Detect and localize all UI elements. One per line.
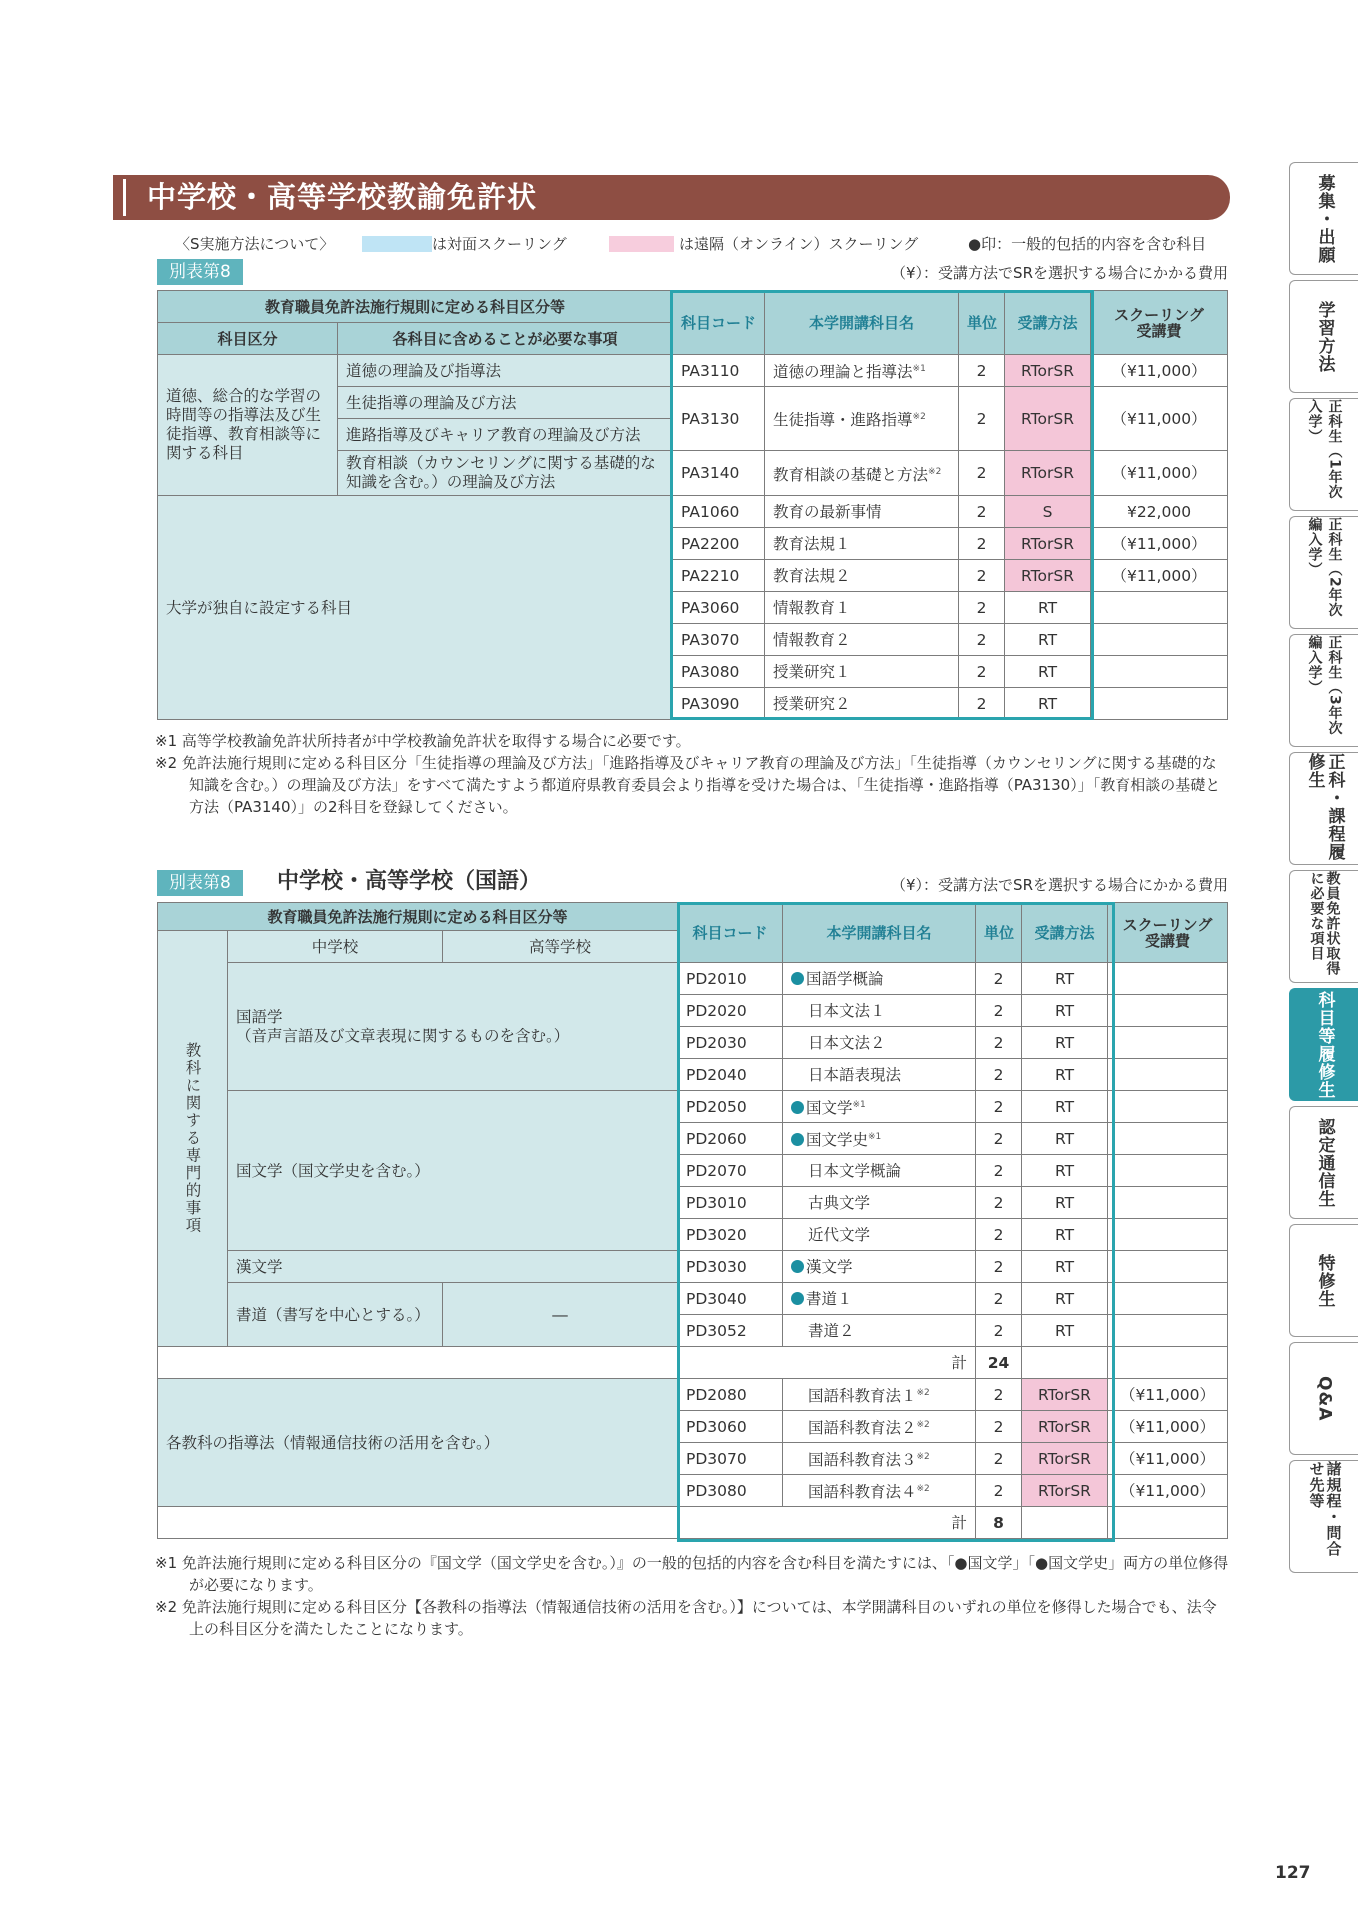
t2-unit-6: 2 (976, 1155, 1022, 1187)
t2-h-fee: スクーリング受講費 (1108, 903, 1228, 963)
t2-unit-4: 2 (976, 1091, 1022, 1123)
t2-code-5: PD2060 (678, 1123, 783, 1155)
bullet-dot-icon (791, 1133, 804, 1146)
t2-subtotal-method (1022, 1347, 1108, 1379)
sidetab-regular-1st[interactable]: 正科生（1年次入学） (1289, 398, 1358, 511)
t2-g2: 国文学（国文学史を含む。） (228, 1091, 678, 1251)
sidetab-license-items[interactable]: 教員免許状取得に必要な項目 (1289, 870, 1358, 983)
t1-unit-0: 2 (959, 355, 1005, 387)
t2-fee-8 (1108, 1219, 1228, 1251)
t2-name-3: 日本語表現法 (783, 1059, 976, 1091)
t2-mmethod-1: RTorSR (1022, 1411, 1108, 1443)
t1-fee-8 (1091, 656, 1228, 688)
t1-code-3: PA1060 (673, 496, 765, 528)
t1-method-6: RT (1005, 592, 1091, 624)
table2 (157, 902, 1228, 1539)
t2-munit-0: 2 (976, 1379, 1022, 1411)
t2-name-2: 日本文法２ (783, 1027, 976, 1059)
t2-unit-10: 2 (976, 1283, 1022, 1315)
t1-fee-9 (1091, 688, 1228, 720)
face-swatch (362, 236, 432, 252)
t1-code-2: PA3140 (673, 451, 765, 496)
table1 (157, 290, 1228, 720)
t2-mcode-1: PD3060 (678, 1411, 783, 1443)
t2-code-8: PD3020 (678, 1219, 783, 1251)
t2-mcode-2: PD3070 (678, 1443, 783, 1475)
bullet-dot-icon (791, 972, 804, 985)
t2-method-8: RT (1022, 1219, 1108, 1251)
t2-code-9: PD3030 (678, 1251, 783, 1283)
sidetab-regular-2nd[interactable]: 正科生（2年次編入学） (1289, 516, 1358, 629)
t1-unit-2: 2 (959, 451, 1005, 496)
t1-method-4: RTorSR (1005, 528, 1091, 560)
section-title-bar (113, 175, 1230, 220)
t2-name-9: 漢文学 (783, 1251, 976, 1283)
t2-mcode-0: PD2080 (678, 1379, 783, 1411)
t2-name-7: 古典文学 (783, 1187, 976, 1219)
table1-badge: 別表第8 (157, 259, 243, 285)
t2-method-6: RT (1022, 1155, 1108, 1187)
t2-note-2: ※2 免許法施行規則に定める科目区分【各教科の指導法（情報通信技術の活用を含む。）】については、本学開講科目のいずれの単位を修得した場合でも、法令上の科目区分を満たしたことになります。 (155, 1598, 1217, 1638)
t1-fee-4: （¥11,000） (1091, 528, 1228, 560)
t1-fee-7 (1091, 624, 1228, 656)
t1-unit-3: 2 (959, 496, 1005, 528)
t1-code-6: PA3060 (673, 592, 765, 624)
t2-total-blank (158, 1507, 678, 1539)
t2-mname-1: 国語科教育法２$^{※2}$ (783, 1411, 976, 1443)
t1-name-8: 授業研究１ (765, 656, 959, 688)
t2-name-5: 国文学史$^{※1}$ (783, 1123, 976, 1155)
t2-h-name: 本学開講科目名 (783, 903, 976, 963)
t1-method-5: RTorSR (1005, 560, 1091, 592)
sidetab-qa[interactable]: Q&A (1289, 1342, 1358, 1455)
t2-h-unit: 単位 (976, 903, 1022, 963)
t1-code-1: PA3130 (673, 387, 765, 451)
t1-h-method: 受講方法 (1005, 291, 1091, 355)
t2-fee-7 (1108, 1187, 1228, 1219)
t2-h-method: 受講方法 (1022, 903, 1108, 963)
t1-method-9: RT (1005, 688, 1091, 720)
t2-h-code: 科目コード (678, 903, 783, 963)
t2-fee-1 (1108, 995, 1228, 1027)
t2-unit-3: 2 (976, 1059, 1022, 1091)
t2-munit-3: 2 (976, 1475, 1022, 1507)
t2-unit-9: 2 (976, 1251, 1022, 1283)
title-accent (123, 179, 126, 216)
t2-method-2: RT (1022, 1027, 1108, 1059)
t1-fee-6 (1091, 592, 1228, 624)
t2-h-group: 教育職員免許法施行規則に定める科目区分等 (158, 903, 678, 931)
t1-method-7: RT (1005, 624, 1091, 656)
t1-method-2: RTorSR (1005, 451, 1091, 496)
t1-name-3: 教育の最新事情 (765, 496, 959, 528)
t2-fee-0 (1108, 963, 1228, 995)
t2-mcode-3: PD3080 (678, 1475, 783, 1507)
t2-subtotal-fee (1108, 1347, 1228, 1379)
t1-note-1: ※1 高等学校教諭免許状所持者が中学校教諭免許状を取得する場合に必要です。 (155, 732, 691, 750)
t1-unit-4: 2 (959, 528, 1005, 560)
t2-method-1: RT (1022, 995, 1108, 1027)
t2-note-1: ※1 免許法施行規則に定める科目区分の『国文学（国文学史を含む。）』の一般的包括的内容を含む科目を満たすには、「●国文学」「●国文学史」両方の単位修得が必要になります。 (155, 1554, 1229, 1594)
page-title: 中学校・高等学校教諭免許状 (147, 180, 538, 214)
t1-method-3: S (1005, 496, 1091, 528)
t2-code-6: PD2070 (678, 1155, 783, 1187)
t1-unit-7: 2 (959, 624, 1005, 656)
t1-unit-5: 2 (959, 560, 1005, 592)
t1-fee-2: （¥11,000） (1091, 451, 1228, 496)
t2-fee-5 (1108, 1123, 1228, 1155)
t1-h-cat: 科目区分 (158, 323, 338, 355)
t2-mname-0: 国語科教育法１$^{※2}$ (783, 1379, 976, 1411)
t2-code-4: PD2050 (678, 1091, 783, 1123)
t2-code-11: PD3052 (678, 1315, 783, 1347)
t2-method-0: RT (1022, 963, 1108, 995)
sidetab-special[interactable]: 特修生 (1289, 1224, 1358, 1337)
bullet-dot-icon (791, 1292, 804, 1305)
sidetab-certified[interactable]: 認定通信生 (1289, 1106, 1358, 1219)
t1-fee-5: （¥11,000） (1091, 560, 1228, 592)
t2-mfee-0: （¥11,000） (1108, 1379, 1228, 1411)
t1-method-8: RT (1005, 656, 1091, 688)
t2-method-10: RT (1022, 1283, 1108, 1315)
t2-unit-1: 2 (976, 995, 1022, 1027)
t2-fee-9 (1108, 1251, 1228, 1283)
bullet-dot-icon (791, 1260, 804, 1273)
t1-name-0: 道徳の理論と指導法$^{※1}$ (765, 355, 959, 387)
t2-vertical-cat (158, 931, 228, 1347)
t1-h-unit: 単位 (959, 291, 1005, 355)
t1-method-1: RTorSR (1005, 387, 1091, 451)
t2-unit-2: 2 (976, 1027, 1022, 1059)
t2-total-method (1022, 1507, 1108, 1539)
t1-item-2: 進路指導及びキャリア教育の理論及び方法 (338, 419, 673, 451)
t2-mname-2: 国語科教育法３$^{※2}$ (783, 1443, 976, 1475)
t1-fee-1: （¥11,000） (1091, 387, 1228, 451)
t1-code-7: PA3070 (673, 624, 765, 656)
table1-notes (155, 730, 1230, 818)
t2-code-10: PD3040 (678, 1283, 783, 1315)
t2-subtotal-label: 計 (678, 1347, 976, 1379)
legend-online: は遠隔（オンライン）スクーリング (679, 235, 919, 253)
t1-code-4: PA2200 (673, 528, 765, 560)
t1-code-8: PA3080 (673, 656, 765, 688)
t1-name-2: 教育相談の基礎と方法$^{※2}$ (765, 451, 959, 496)
t1-h-name: 本学開講科目名 (765, 291, 959, 355)
t2-name-6: 日本文学概論 (783, 1155, 976, 1187)
t2-total-fee (1108, 1507, 1228, 1539)
legend-face: は対面スクーリング (432, 235, 567, 253)
t2-mmethod-3: RTorSR (1022, 1475, 1108, 1507)
t1-name-9: 授業研究２ (765, 688, 959, 720)
t2-method-4: RT (1022, 1091, 1108, 1123)
t1-name-4: 教育法規１ (765, 528, 959, 560)
t2-fee-10 (1108, 1283, 1228, 1315)
t1-code-0: PA3110 (673, 355, 765, 387)
sidetab-credit-student[interactable]: 科目等履修生 (1289, 988, 1358, 1101)
t2-fee-3 (1108, 1059, 1228, 1091)
t2-fee-4 (1108, 1091, 1228, 1123)
t1-fee-0: （¥11,000） (1091, 355, 1228, 387)
t2-mfee-1: （¥11,000） (1108, 1411, 1228, 1443)
sidetab-regular-3rd[interactable]: 正科生（3年次編入学） (1289, 634, 1358, 747)
t1-unit-1: 2 (959, 387, 1005, 451)
t2-code-2: PD2030 (678, 1027, 783, 1059)
table2-fee-note: （¥）：受講方法でSRを選択する場合にかかる費用 (891, 876, 1228, 894)
table2-notes (155, 1552, 1230, 1640)
t2-h-hs: 高等学校 (443, 931, 678, 963)
t2-code-3: PD2040 (678, 1059, 783, 1091)
t2-name-4: 国文学$^{※1}$ (783, 1091, 976, 1123)
t2-method-cat: 各教科の指導法（情報通信技術の活用を含む。） (158, 1379, 678, 1507)
t2-g3: 漢文学 (228, 1251, 678, 1283)
page-number: 127 (1275, 1863, 1311, 1883)
t2-unit-8: 2 (976, 1219, 1022, 1251)
t2-mmethod-0: RTorSR (1022, 1379, 1108, 1411)
t2-g1: 国語学 （音声言語及び文章表現に関するものを含む。） (228, 963, 678, 1091)
t2-unit-0: 2 (976, 963, 1022, 995)
t1-name-1: 生徒指導・進路指導$^{※2}$ (765, 387, 959, 451)
t2-method-11: RT (1022, 1315, 1108, 1347)
t2-vertical-text: 教科に関する専門的事項 (183, 1042, 202, 1235)
t2-method-3: RT (1022, 1059, 1108, 1091)
t2-subtotal-blank (158, 1347, 678, 1379)
t2-subtotal-value: 24 (976, 1347, 1022, 1379)
t2-name-8: 近代文学 (783, 1219, 976, 1251)
sidetab-study-method[interactable]: 学習方法 (1289, 280, 1358, 393)
t2-name-0: 国語学概論 (783, 963, 976, 995)
sidetab-rules-contact[interactable]: 諸規程・問合せ先等 (1289, 1460, 1358, 1573)
t2-mname-3: 国語科教育法４$^{※2}$ (783, 1475, 976, 1507)
t2-unit-5: 2 (976, 1123, 1022, 1155)
t1-h-fee: スクーリング受講費 (1091, 291, 1228, 355)
t2-munit-1: 2 (976, 1411, 1022, 1443)
t2-method-9: RT (1022, 1251, 1108, 1283)
t2-mfee-2: （¥11,000） (1108, 1443, 1228, 1475)
t2-code-7: PD3010 (678, 1187, 783, 1219)
t2-g4: 書道（書写を中心とする。） (228, 1283, 443, 1347)
t1-fee-3: ¥22,000 (1091, 496, 1228, 528)
t1-name-6: 情報教育１ (765, 592, 959, 624)
t1-unit-8: 2 (959, 656, 1005, 688)
t2-fee-2 (1108, 1027, 1228, 1059)
t2-g4-hs: ― (443, 1283, 678, 1347)
t1-h-code: 科目コード (673, 291, 765, 355)
t2-code-0: PD2010 (678, 963, 783, 995)
t2-h-jhs: 中学校 (228, 931, 443, 963)
t1-unit-6: 2 (959, 592, 1005, 624)
table1-fee-note: （¥）：受講方法でSRを選択する場合にかかる費用 (891, 264, 1228, 282)
t1-item-1: 生徒指導の理論及び方法 (338, 387, 673, 419)
t2-unit-7: 2 (976, 1187, 1022, 1219)
t2-total-value: 8 (976, 1507, 1022, 1539)
t2-code-1: PD2020 (678, 995, 783, 1027)
t1-h-items: 各科目に含めることが必要な事項 (338, 323, 673, 355)
table2-title: 中学校・高等学校（国語） (277, 869, 542, 894)
t2-name-11: 書道２ (783, 1315, 976, 1347)
t2-total-label: 計 (678, 1507, 976, 1539)
t2-method-5: RT (1022, 1123, 1108, 1155)
t1-cat2: 大学が独自に設定する科目 (158, 496, 673, 720)
table2-badge: 別表第8 (157, 870, 243, 896)
t2-name-1: 日本文法１ (783, 995, 976, 1027)
t2-fee-6 (1108, 1155, 1228, 1187)
t1-item-0: 道徳の理論及び指導法 (338, 355, 673, 387)
t1-method-0: RTorSR (1005, 355, 1091, 387)
sidetab-recruit[interactable]: 募集・出願 (1289, 162, 1358, 275)
t1-h-group: 教育職員免許法施行規則に定める科目区分等 (158, 291, 673, 323)
legend-dot-note: ●印：一般的包括的内容を含む科目 (968, 235, 1207, 253)
t2-mfee-3: （¥11,000） (1108, 1475, 1228, 1507)
bullet-dot-icon (791, 1101, 804, 1114)
t1-note-2: ※2 免許法施行規則に定める科目区分「生徒指導の理論及び方法」「進路指導及びキャリア教育の理論及び方法」「生徒指導（カウンセリングに関する基礎的な知識を含む。）の理論及び方法」をすべて満たすよう都道府県教育委員会より指導を受けた場合は、「生徒指導・進路指導（PA3130）」「教育相談の基礎と方法（PA3140）」の2科目を登録してください。 (155, 754, 1221, 816)
t2-name-10: 書道１ (783, 1283, 976, 1315)
t1-name-5: 教育法規２ (765, 560, 959, 592)
t1-item-3: 教育相談（カウンセリングに関する基礎的な知識を含む。）の理論及び方法 (338, 451, 673, 496)
online-swatch (609, 236, 674, 252)
t1-unit-9: 2 (959, 688, 1005, 720)
legend-intro: 〈S実施方法について〉 (175, 235, 335, 253)
t2-method-7: RT (1022, 1187, 1108, 1219)
sidetab-course-student[interactable]: 正科・課程履修生 (1289, 752, 1358, 865)
t2-mmethod-2: RTorSR (1022, 1443, 1108, 1475)
t1-name-7: 情報教育２ (765, 624, 959, 656)
t2-fee-11 (1108, 1315, 1228, 1347)
t2-munit-2: 2 (976, 1443, 1022, 1475)
t1-cat1: 道徳、総合的な学習の時間等の指導法及び生徒指導、教育相談等に関する科目 (158, 355, 338, 496)
t1-code-5: PA2210 (673, 560, 765, 592)
t2-unit-11: 2 (976, 1315, 1022, 1347)
t1-code-9: PA3090 (673, 688, 765, 720)
